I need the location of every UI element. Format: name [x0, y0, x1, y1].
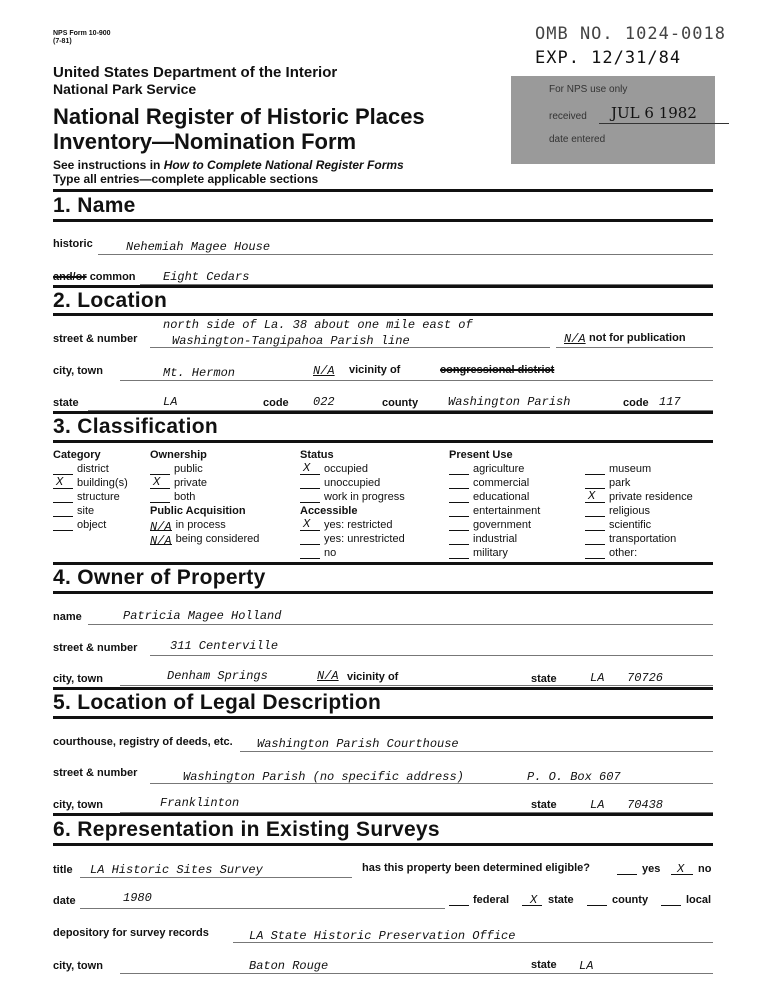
checkbox-blank[interactable]	[300, 517, 320, 531]
present-use-option	[585, 547, 637, 559]
section-2-top-rule	[53, 285, 713, 288]
option-label: commercial	[473, 477, 530, 489]
option-label: scientific	[609, 519, 652, 531]
survey-title-value: LA Historic Sites Survey	[90, 863, 263, 877]
option-label: private residence	[609, 491, 693, 503]
location-city-line	[120, 380, 713, 381]
location-code2-value: 117	[659, 395, 681, 409]
historic-label: historic	[53, 238, 93, 250]
option-label: structure	[77, 491, 120, 503]
accessible-option	[300, 547, 336, 559]
location-city-label: city, town	[53, 365, 103, 377]
historic-name-value: Nehemiah Magee House	[126, 240, 271, 254]
not-for-publication-label: not for publication	[589, 332, 686, 344]
eligible-question: has this property been determined eligible?	[362, 862, 590, 874]
option-label: religious	[609, 505, 650, 517]
form-revision: (7-81)	[53, 38, 72, 45]
checkbox-mark: N/A	[150, 520, 172, 534]
eligible-yes-blank	[617, 874, 637, 875]
location-vicinity-label: vicinity of	[349, 364, 401, 376]
checkbox-blank[interactable]	[300, 548, 320, 559]
received-label: received	[549, 111, 587, 122]
checkbox-blank[interactable]	[449, 506, 469, 517]
category-option	[53, 477, 128, 489]
option-label: both	[174, 491, 196, 503]
depository-label: depository for survey records	[53, 927, 209, 939]
nps-use-label: For NPS use only	[549, 84, 628, 95]
county-level-blank	[587, 905, 607, 906]
present-use-option	[449, 547, 508, 559]
checkbox-mark: X	[303, 461, 311, 475]
depository-value: LA State Historic Preservation Office	[249, 929, 516, 943]
omb-number: OMB NO. 1024-0018	[535, 24, 726, 44]
survey-city-value: Baton Rouge	[249, 959, 329, 973]
checkbox-blank[interactable]	[585, 548, 605, 559]
owner-city-label: city, town	[53, 673, 103, 685]
checkbox-mark: X	[56, 475, 64, 489]
section-1-top-rule	[53, 189, 713, 192]
accessible-heading: Accessible	[300, 505, 358, 517]
survey-date-value: 1980	[123, 891, 152, 905]
option-label: transportation	[609, 533, 677, 545]
checkbox-blank[interactable]	[449, 492, 469, 503]
category-option	[53, 505, 94, 517]
option-label: object	[77, 519, 107, 531]
section-1-bottom-rule	[53, 219, 713, 222]
owner-name-value: Patricia Magee Holland	[123, 609, 282, 623]
county-level-label: county	[612, 894, 649, 906]
survey-date-line	[80, 908, 445, 909]
present-use-heading: Present Use	[449, 449, 513, 461]
location-county-label: county	[382, 397, 419, 409]
common-label-text: common	[89, 271, 136, 283]
survey-state-label: state	[531, 959, 557, 971]
option-label: industrial	[473, 533, 518, 545]
location-code-value: 022	[313, 395, 335, 409]
section-3-heading: 3. Classification	[53, 415, 218, 438]
option-label: educational	[473, 491, 530, 503]
option-label: private	[174, 477, 208, 489]
instructions-line-1	[53, 158, 404, 172]
state-level-label: state	[548, 894, 574, 906]
present-use-option	[449, 533, 517, 545]
checkbox-mark: X	[588, 489, 596, 503]
section-6-bottom-rule	[53, 843, 713, 846]
ownership-heading: Ownership	[150, 449, 207, 461]
accessible-option	[300, 519, 392, 531]
present-use-option	[585, 463, 651, 475]
option-label: yes: restricted	[324, 519, 393, 531]
checkbox-blank[interactable]	[150, 534, 172, 548]
survey-title-label: title	[53, 864, 73, 876]
owner-street-line	[150, 655, 713, 656]
owner-street-value: 311 Centerville	[170, 639, 279, 653]
present-use-option	[449, 477, 529, 489]
survey-city-label: city, town	[53, 960, 103, 972]
checkbox-mark: N/A	[150, 534, 172, 548]
location-street-line	[150, 347, 550, 348]
owner-state-label: state	[531, 673, 557, 685]
option-label: agriculture	[473, 463, 525, 475]
present-use-option	[449, 463, 524, 475]
form-number-text: NPS Form 10-900	[53, 30, 111, 37]
option-label: park	[609, 477, 631, 489]
checkbox-mark: X	[153, 475, 161, 489]
common-name-value: Eight Cedars	[163, 270, 250, 284]
option-label: yes: unrestricted	[324, 533, 405, 545]
instructions-line-2: Type all entries—complete applicable sections	[53, 172, 319, 186]
nfp-mark: N/A	[564, 332, 586, 346]
legal-pobox-value: P. O. Box 607	[527, 770, 621, 784]
owner-zip-value: 70726	[627, 671, 664, 685]
location-code-label: code	[263, 397, 289, 409]
section-2-heading: 2. Location	[53, 289, 168, 312]
present-use-option	[585, 519, 651, 531]
option-label: military	[473, 547, 508, 559]
status-heading: Status	[300, 449, 334, 461]
option-label: building(s)	[77, 477, 128, 489]
checkbox-blank[interactable]	[585, 464, 605, 475]
received-line	[599, 123, 729, 124]
courthouse-value: Washington Parish Courthouse	[257, 737, 459, 751]
acquisition-option	[150, 533, 260, 548]
nfp-line	[556, 347, 713, 348]
department-title: United States Department of the Interior	[53, 64, 338, 81]
section-6-top-rule	[53, 813, 713, 816]
location-state-label: state	[53, 397, 79, 409]
option-label: government	[473, 519, 532, 531]
checkbox-mark: X	[303, 517, 311, 531]
checkbox-blank[interactable]	[449, 478, 469, 489]
location-county-value: Washington Parish	[448, 395, 571, 409]
section-3-bottom-rule	[53, 440, 713, 443]
location-street-line-2: Washington-Tangipahoa Parish line	[172, 334, 410, 348]
section-5-heading: 5. Location of Legal Description	[53, 691, 382, 714]
option-label: other:	[609, 547, 638, 559]
checkbox-blank[interactable]	[449, 548, 469, 559]
owner-name-line	[88, 624, 713, 625]
legal-zip-value: 70438	[627, 798, 664, 812]
accessible-option	[300, 533, 405, 545]
depository-line	[233, 942, 713, 943]
ownership-option	[150, 477, 207, 489]
checkbox-blank[interactable]	[150, 492, 170, 503]
checkbox-blank[interactable]	[150, 464, 170, 475]
instructions-title: How to Complete National Register Forms	[163, 158, 404, 172]
checkbox-blank[interactable]	[300, 492, 320, 503]
acquisition-heading: Public Acquisition	[150, 505, 246, 517]
agency-title: National Park Service	[53, 81, 197, 97]
legal-city-value: Franklinton	[160, 796, 240, 810]
present-use-option	[449, 519, 531, 531]
state-level-mark: X	[530, 893, 538, 907]
location-vicinity-mark: N/A	[313, 364, 335, 378]
location-state-value: LA	[163, 395, 178, 409]
section-5-bottom-rule	[53, 716, 713, 719]
owner-city-line	[120, 685, 713, 686]
present-use-option	[449, 491, 529, 503]
eligible-yes-label: yes	[642, 863, 661, 875]
checkbox-blank[interactable]	[53, 475, 73, 489]
location-code2-label: code	[623, 397, 649, 409]
category-heading: Category	[53, 449, 101, 461]
eligible-no-mark: X	[677, 862, 685, 876]
status-option	[300, 477, 380, 489]
congressional-district-struck: congressional district	[440, 364, 555, 376]
section-1-heading: 1. Name	[53, 194, 136, 217]
option-label: site	[77, 505, 95, 517]
option-label: in process	[175, 519, 226, 531]
legal-state-label: state	[531, 799, 557, 811]
section-4-top-rule	[53, 562, 713, 565]
common-label	[53, 271, 136, 283]
category-option	[53, 519, 106, 531]
instructions-prefix: See instructions in	[53, 158, 161, 172]
acquisition-option	[150, 519, 226, 534]
option-label: unoccupied	[324, 477, 381, 489]
owner-name-label: name	[53, 611, 82, 623]
checkbox-blank[interactable]	[150, 520, 172, 534]
owner-city-value: Denham Springs	[167, 669, 268, 683]
option-label: museum	[609, 463, 652, 475]
legal-street-label: street & number	[53, 767, 138, 779]
present-use-option	[585, 533, 676, 545]
form-title-2: Inventory—Nomination Form	[53, 129, 357, 154]
checkbox-blank[interactable]	[585, 534, 605, 545]
option-label: district	[77, 463, 109, 475]
present-use-option	[449, 505, 540, 517]
location-city-value: Mt. Hermon	[163, 366, 236, 380]
section-6-heading: 6. Representation in Existing Surveys	[53, 818, 440, 841]
courthouse-label: courthouse, registry of deeds, etc.	[53, 736, 233, 748]
category-option	[53, 491, 120, 503]
checkbox-blank[interactable]	[585, 489, 605, 503]
survey-date-label: date	[53, 895, 76, 907]
option-label: occupied	[324, 463, 369, 475]
survey-city-line	[120, 973, 713, 974]
legal-city-label: city, town	[53, 799, 103, 811]
form-title-1: National Register of Historic Places	[53, 104, 425, 129]
owner-vicinity-label: vicinity of	[347, 671, 399, 683]
nps-use-only-box	[511, 76, 715, 164]
section-2-bottom-rule	[53, 313, 713, 316]
checkbox-blank[interactable]	[300, 534, 320, 545]
ownership-option	[150, 491, 195, 503]
expiration-date: EXP. 12/31/84	[535, 48, 682, 68]
status-option	[300, 463, 368, 475]
eligible-no-label: no	[698, 863, 712, 875]
option-label: work in progress	[324, 491, 405, 503]
checkbox-blank[interactable]	[585, 506, 605, 517]
location-street-line-1: north side of La. 38 about one mile east of	[163, 318, 473, 332]
checkbox-blank[interactable]	[53, 520, 73, 531]
survey-state-value: LA	[579, 959, 594, 973]
present-use-option	[585, 491, 693, 503]
federal-blank	[449, 905, 469, 906]
option-label: being considered	[175, 533, 260, 545]
checkbox-blank[interactable]	[300, 461, 320, 475]
owner-street-label: street & number	[53, 642, 138, 654]
category-option	[53, 463, 109, 475]
checkbox-blank[interactable]	[150, 475, 170, 489]
checkbox-blank[interactable]	[53, 506, 73, 517]
courthouse-line	[240, 751, 713, 752]
historic-line	[98, 254, 713, 255]
checkbox-blank[interactable]	[585, 520, 605, 531]
checkbox-blank[interactable]	[53, 464, 73, 475]
legal-state-value: LA	[590, 798, 605, 812]
section-5-top-rule	[53, 687, 713, 690]
legal-street-line	[150, 783, 713, 784]
checkbox-blank[interactable]	[449, 534, 469, 545]
option-label: public	[174, 463, 203, 475]
present-use-option	[585, 477, 630, 489]
option-label: no	[324, 547, 337, 559]
local-level-label: local	[686, 894, 712, 906]
form-number	[53, 30, 111, 46]
survey-title-line	[80, 877, 352, 878]
legal-street-value: Washington Parish (no specific address)	[183, 770, 464, 784]
section-3-top-rule	[53, 411, 713, 414]
federal-label: federal	[473, 894, 510, 906]
checkbox-blank[interactable]	[300, 478, 320, 489]
owner-state-value: LA	[590, 671, 605, 685]
received-stamp: JUL 6 1982	[611, 104, 697, 122]
date-entered-label: date entered	[549, 134, 606, 145]
checkbox-blank[interactable]	[585, 478, 605, 489]
checkbox-blank[interactable]	[53, 492, 73, 503]
present-use-option	[585, 505, 650, 517]
section-4-bottom-rule	[53, 591, 713, 594]
checkbox-blank[interactable]	[449, 464, 469, 475]
ownership-option	[150, 463, 203, 475]
local-level-blank	[661, 905, 681, 906]
section-4-heading: 4. Owner of Property	[53, 566, 266, 589]
checkbox-blank[interactable]	[449, 520, 469, 531]
status-option	[300, 491, 405, 503]
common-prefix-struck: and/or	[53, 271, 87, 283]
owner-vicinity-mark: N/A	[317, 669, 339, 683]
location-street-label: street & number	[53, 333, 138, 345]
option-label: entertainment	[473, 505, 541, 517]
